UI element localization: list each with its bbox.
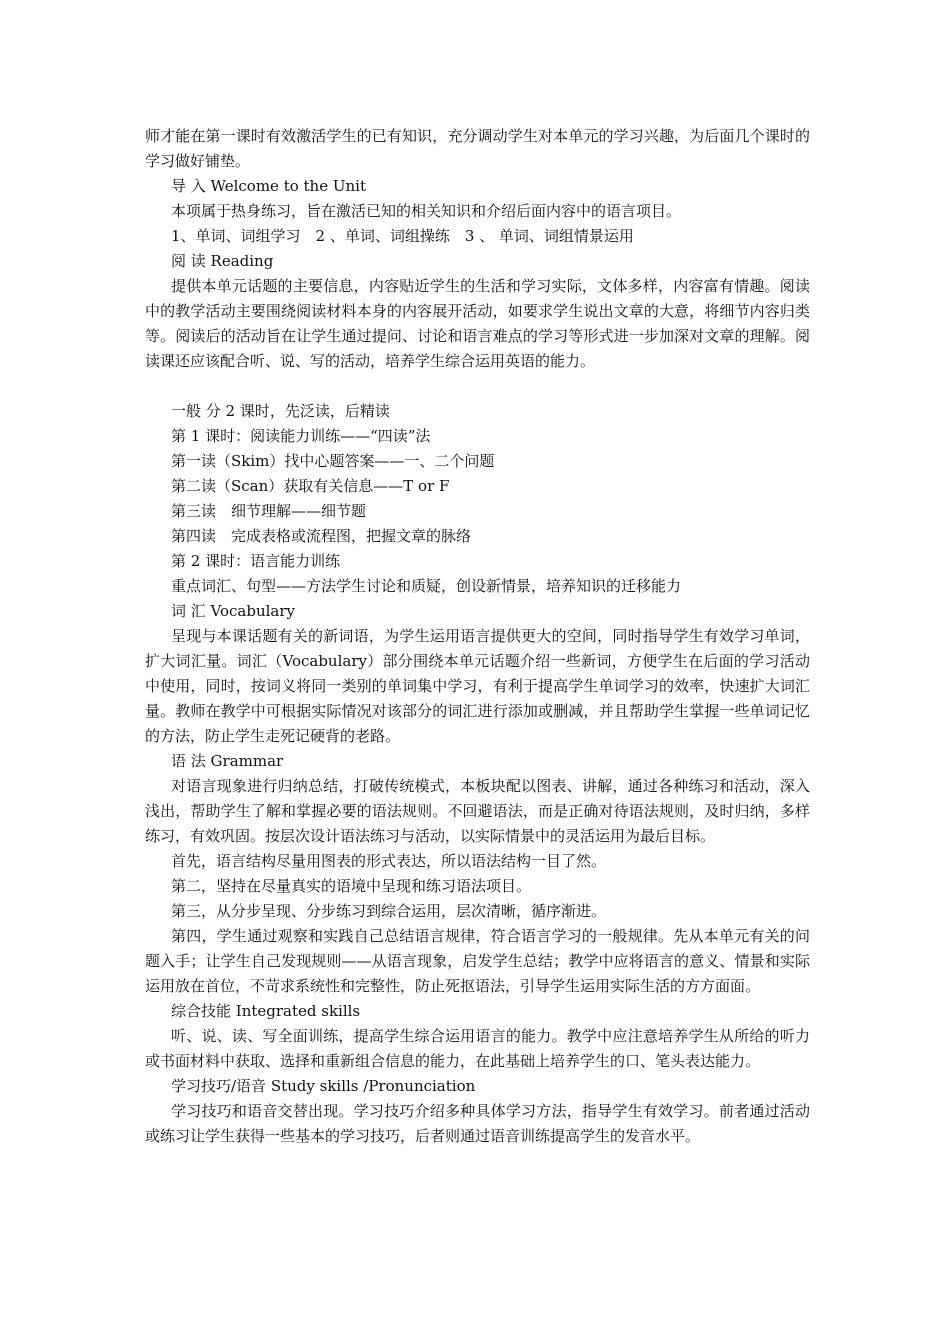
paragraph: 第 2 课时：语言能力训练 [171, 552, 341, 570]
paragraph: 阅 读 Reading [171, 252, 274, 270]
paragraph: 第三读 细节理解——细节题 [171, 502, 367, 520]
paragraph: 对语言现象进行归纳总结，打破传统模式，本板块配以图表、讲解，通过各种练习和活动，深入浅出，帮助学生了解和掌握必要的语法规则。不回避语法，而是正确对待语法规则，及时归纳，多样练习，有效巩固。按层次设计语法练习与活动，以实际情景中的灵活运用为最后目标。 [145, 777, 810, 845]
paragraph: 听、说、读、写全面训练，提高学生综合运用语言的能力。教学中应注意培养学生从所给的听力或书面材料中获取、选择和重新组合信息的能力，在此基础上培养学生的口、笔头表达能力。 [145, 1027, 810, 1070]
paragraph: 第一读（Skim）找中心题答案——一、二个问题 [171, 452, 495, 470]
paragraph: 第二，坚持在尽量真实的语境中呈现和练习语法项目。 [171, 877, 532, 895]
paragraph: 1、单词、词组学习 2 、单词、词组操练 3 、 单词、词组情景运用 [171, 227, 634, 245]
paragraph: 师才能在第一课时有效激活学生的已有知识，充分调动学生对本单元的学习兴趣，为后面几个课时的学习做好铺垫。 [145, 127, 810, 170]
paragraph: 第四，学生通过观察和实践自己总结语言规律，符合语言学习的一般规律。先从本单元有关的问题入手；让学生自己发现规则——从语言现象，启发学生总结；教学中应将语言的意义、情景和实际运用放在首位，不苛求系统性和完整性，防止死抠语法，引导学生运用实际生活的方方面面。 [145, 927, 810, 995]
paragraph: 呈现与本课话题有关的新词语，为学生运用语言提供更大的空间，同时指导学生有效学习单词，扩大词汇量。词汇（Vocabulary）部分围绕本单元话题介绍一些新词，方便学生在后面的学习活动中使用，同时，按词义将同一类别的单词集中学习，有利于提高学生单词学习的效率，快速扩大词汇量。教师在教学中可根据实际情况对该部分的词汇进行添加或删减，并且帮助学生掌握一些单词记忆的方法，防止学生走死记硬背的老路。 [145, 627, 810, 745]
paragraph: 学习技巧/语音 Study skills /Pronunciation [171, 1077, 476, 1095]
paragraph: 第二读（Scan）获取有关信息——T or F [171, 477, 450, 495]
document-page [145, 124, 810, 1149]
paragraph: 本项属于热身练习，旨在激活已知的相关知识和介绍后面内容中的语言项目。 [171, 202, 682, 220]
paragraph: 学习技巧和语音交替出现。学习技巧介绍多种具体学习方法，指导学生有效学习。前者通过活动或练习让学生获得一些基本的学习技巧，后者则通过语音训练提高学生的发音水平。 [145, 1102, 810, 1145]
paragraph: 第四读 完成表格或流程图，把握文章的脉络 [171, 527, 472, 545]
paragraph: 提供本单元话题的主要信息，内容贴近学生的生活和学习实际，文体多样，内容富有情趣。阅读中的教学活动主要围绕阅读材料本身的内容展开活动，如要求学生说出文章的大意，将细节内容归类等。阅读后的活动旨在让学生通过提问、讨论和语言难点的学习等形式进一步加深对文章的理解。阅读课还应该配合听、说、写的活动，培养学生综合运用英语的能力。 [145, 277, 810, 370]
paragraph: 导 入 Welcome to the Unit [171, 177, 366, 195]
blank-line [145, 374, 810, 399]
paragraph: 综合技能 Integrated skills [171, 1002, 361, 1020]
paragraph: 一般 分 2 课时，先泛读，后精读 [171, 402, 390, 420]
paragraph: 首先，语言结构尽量用图表的形式表达，所以语法结构一目了然。 [171, 852, 607, 870]
paragraph: 第 1 课时：阅读能力训练——“四读”法 [171, 427, 431, 445]
paragraph: 重点词汇、句型——方法学生讨论和质疑，创设新情景，培养知识的迁移能力 [171, 577, 682, 595]
paragraph: 第三，从分步呈现、分步练习到综合运用，层次清晰，循序渐进。 [171, 902, 607, 920]
paragraph: 词 汇 Vocabulary [171, 602, 296, 620]
paragraph: 语 法 Grammar [171, 752, 284, 770]
